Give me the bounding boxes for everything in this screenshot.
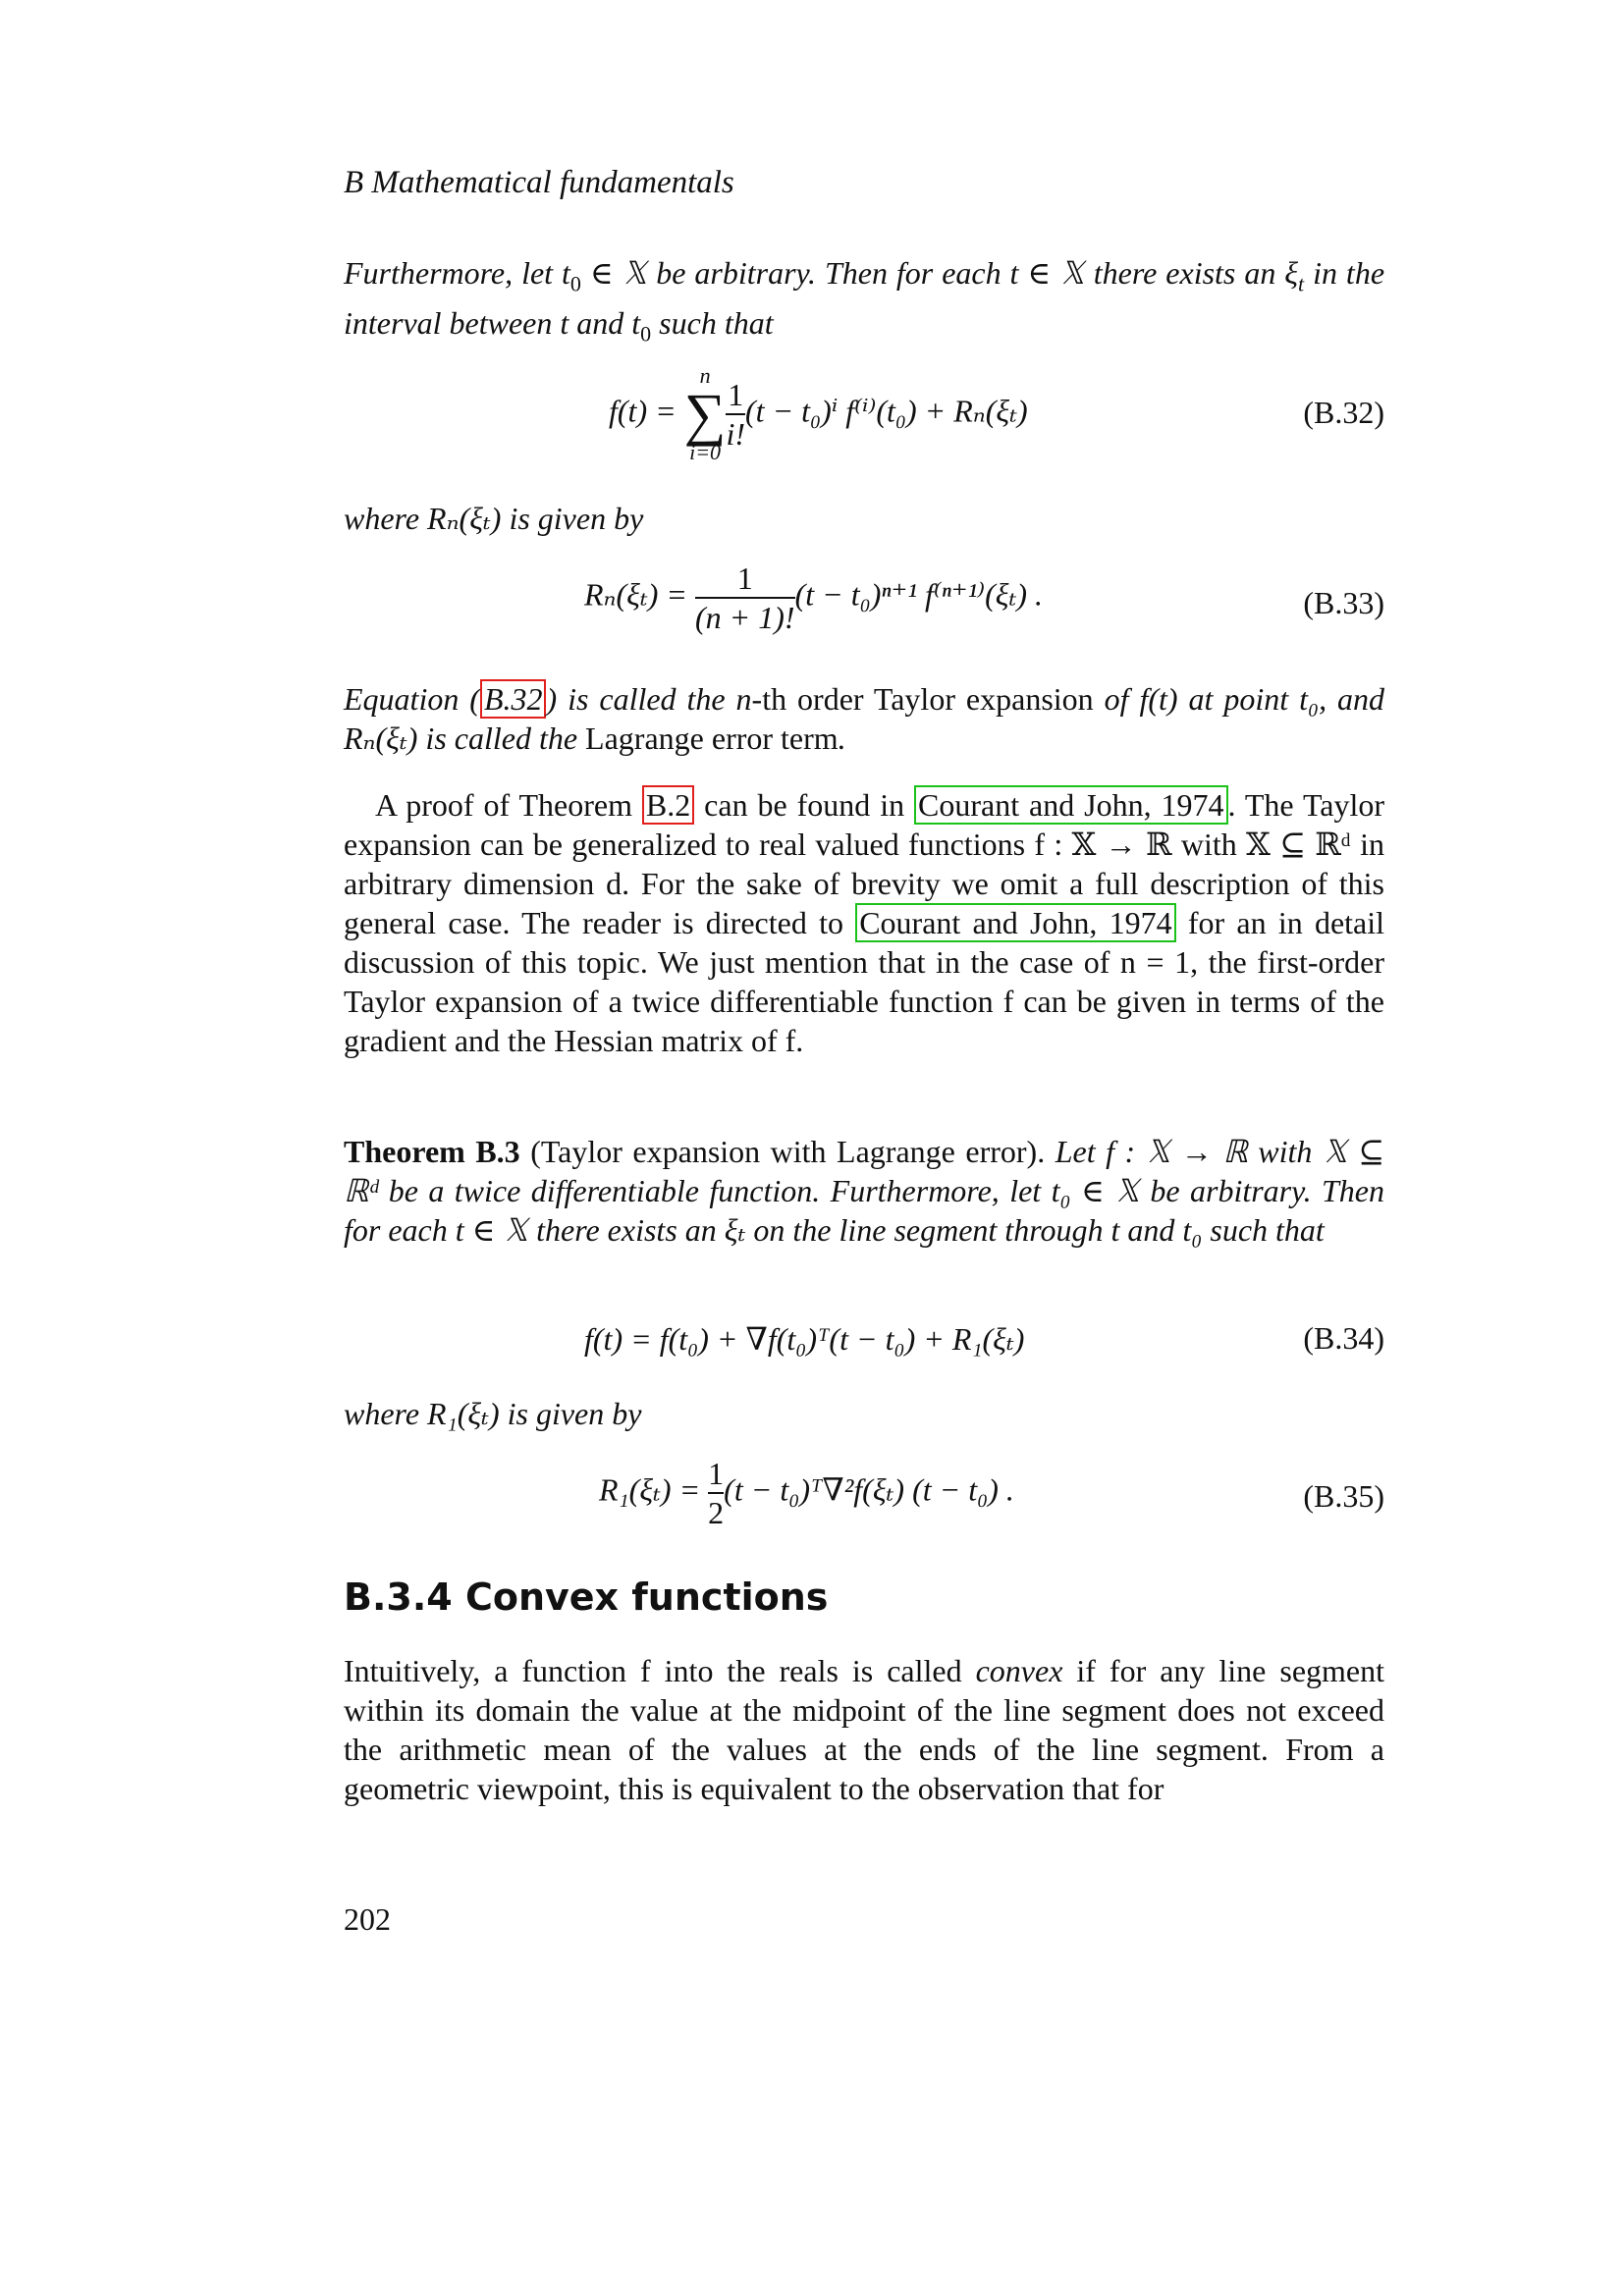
text: . The Taylor expansion can be generalized to real valued functions f : 𝕏 → ℝ with 𝕏 ⊆ ℝᵈ in arbitrary dimension d. For the sake of brevity we omit a full description of this general case. The reader is directed to (344, 787, 1385, 940)
sigma-glyph: ∑ (683, 382, 727, 447)
text: Equation ( (344, 681, 480, 717)
body-paragraph (344, 1651, 1384, 1808)
citation-link[interactable]: Courant and John, 1974 (914, 785, 1228, 825)
numerator: 1 (708, 1456, 725, 1491)
text: such that (651, 305, 774, 342)
where-clause: where Rₙ(ξₜ) is given by (344, 501, 644, 536)
theorem-label: Theorem B.3 (344, 1134, 520, 1169)
text: can be found in (694, 787, 915, 823)
text: . (838, 721, 846, 756)
denominator: (n + 1)! (695, 597, 795, 636)
theorem-b3 (344, 1132, 1384, 1250)
text: of f(t) at point t₀, and Rₙ(ξₜ) is called the (344, 681, 1385, 756)
eq-rhs: (t − t₀)ⁿ⁺¹ f⁽ⁿ⁺¹⁾(ξₜ) . (794, 576, 1044, 613)
text: Furthermore, let t (344, 255, 570, 291)
text: 0 (569, 271, 581, 296)
theorem-closing (344, 679, 1384, 758)
eq-body: f(t) = f(t₀) + ∇f(t₀)ᵀ(t − t₀) + R₁(ξₜ) (584, 1321, 1025, 1357)
text: A proof of Theorem (375, 787, 642, 823)
sum-lower: i=0 (689, 440, 722, 464)
summation-symbol (684, 365, 727, 463)
text: if for any line segment within its domain the value at the midpoint of the line segment does not exceed the arithmetic mean of the values at the ends of the line segment. From a geometric viewpoint, this is equivalent to the observation that for (344, 1653, 1385, 1806)
numerator: 1 (728, 377, 744, 412)
section-heading: B.3.4 Convex functions (344, 1575, 829, 1619)
text: in the interval between t and t (344, 255, 1385, 342)
theorem-link[interactable]: B.2 (642, 785, 694, 825)
denominator: i! (726, 413, 745, 453)
eq-lhs: Rₙ(ξₜ) = (584, 576, 688, 613)
equation-number: (B.32) (1303, 395, 1384, 430)
text: n (735, 681, 752, 717)
equation-b34 (344, 1320, 1384, 1369)
theorem-title: (Taylor expansion with Lagrange error). (519, 1134, 1046, 1169)
fraction (708, 1455, 724, 1531)
term: Lagrange error term (585, 721, 839, 756)
running-head: B Mathematical fundamentals (344, 165, 734, 200)
text: t (1298, 271, 1305, 296)
equation-number: (B.35) (1303, 1478, 1384, 1514)
eq-rhs: (t − t₀)ⁱ f⁽ⁱ⁾(t₀) + Rₙ(ξₜ) (745, 393, 1028, 429)
equation-b32 (344, 365, 1384, 473)
equation-link[interactable]: B.32 (480, 679, 547, 719)
text: Intuitively, a function f into the reals is called (344, 1653, 976, 1688)
theorem-body: Let f : 𝕏 → ℝ with 𝕏 ⊆ ℝᵈ be a twice differentiable function. Furthermore, let t₀ ∈ 𝕏 be arbitrary. Then for each t ∈ 𝕏 there exists an ξₜ on the line segment through t and t₀ such that (344, 1134, 1385, 1248)
numerator: 1 (736, 561, 753, 596)
equation-number: (B.33) (1303, 585, 1384, 620)
denominator: 2 (708, 1492, 724, 1531)
term: -th order Taylor expansion (751, 681, 1094, 717)
fraction (695, 560, 795, 636)
eq-rhs: (t − t₀)ᵀ∇²f(ξₜ) (t − t₀) . (724, 1471, 1014, 1508)
fraction (726, 376, 745, 453)
page-number: 202 (344, 1901, 391, 1937)
text: for an in detail discussion of this topic. We just mention that in the case of n = 1, the first-order Taylor expansion of a twice differentiable function f can be given in terms of the gradient and the Hessian matrix of f. (344, 905, 1385, 1058)
text: 0 (640, 321, 652, 347)
body-paragraph (344, 785, 1384, 1060)
eq-lhs: f(t) = (609, 393, 677, 429)
text: ∈ 𝕏 be arbitrary. Then for each t ∈ 𝕏 there exists an ξ (580, 255, 1298, 291)
theorem-continuation (344, 253, 1384, 354)
equation-b33 (344, 560, 1384, 648)
emphasis: convex (975, 1653, 1063, 1688)
equation-b35 (344, 1455, 1384, 1543)
where-clause: where R₁(ξₜ) is given by (344, 1396, 642, 1431)
eq-lhs: R₁(ξₜ) = (599, 1471, 701, 1508)
citation-link[interactable]: Courant and John, 1974 (855, 903, 1175, 942)
text: ) is called the (546, 681, 736, 717)
equation-number: (B.34) (1303, 1320, 1384, 1356)
sum-upper: n (699, 363, 711, 388)
